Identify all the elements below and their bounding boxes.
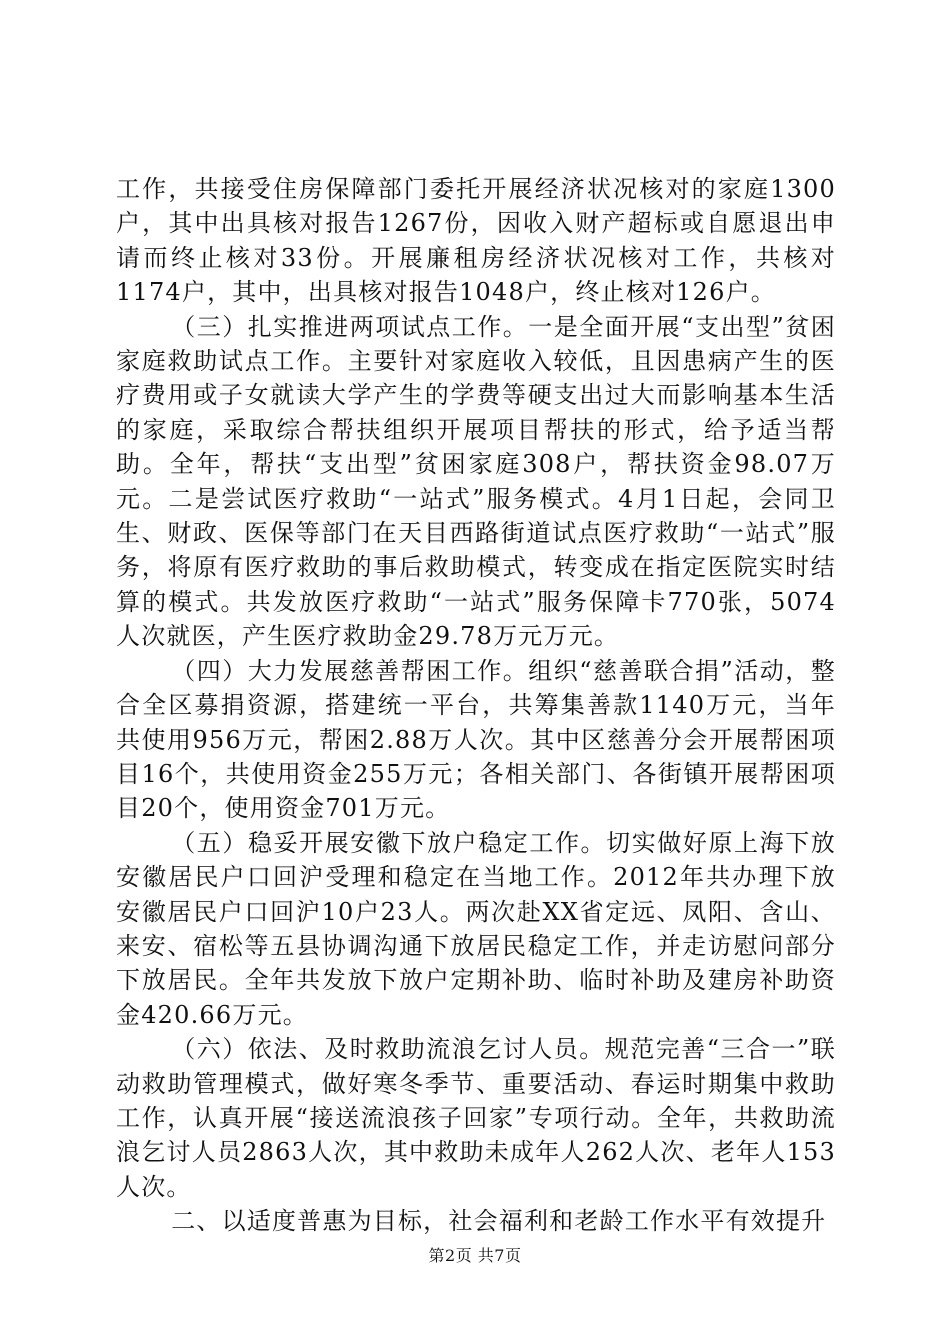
document-body [116, 172, 836, 1239]
paragraph-anhui-households: （五）稳妥开展安徽下放户稳定工作。切实做好原上海下放安徽居民户口回沪受理和稳定在当地工作。2012年共办理下放安徽居民户口回沪10户23人。两次赴XX省定远、凤阳、含山、来安、宿松等五县协调沟通下放居民稳定工作，并走访慰问部分下放居民。全年共发放下放户定期补助、临时补助及建房补助资金420.66万元。 [116, 828, 836, 1029]
section-heading-welfare: 二、以适度普惠为目标，社会福利和老龄工作水平有效提升 [171, 1207, 827, 1236]
paragraph-vagrant-relief: （六）依法、及时救助流浪乞讨人员。规范完善“三合一”联动救助管理模式，做好寒冬季节、重要活动、春运时期集中救助工作，认真开展“接送流浪孩子回家”专项行动。全年，共救助流浪乞讨人员2863人次，其中救助未成年人262人次、老年人153人次。 [116, 1035, 836, 1201]
page-footer [0, 1243, 950, 1266]
page-number-label: 第2页 共7页 [428, 1246, 522, 1265]
paragraph-pilot-projects: （三）扎实推进两项试点工作。一是全面开展“支出型”贫困家庭救助试点工作。主要针对家庭收入较低，且因患病产生的医疗费用或子女就读大学产生的学费等硬支出过大而影响基本生活的家庭，采取综合帮扶组织开展项目帮扶的形式，给予适当帮助。全年，帮扶“支出型”贫困家庭308户，帮扶资金98.07万元。二是尝试医疗救助“一站式”服务模式。4月1日起，会同卫生、财政、医保等部门在天目西路街道试点医疗救助“一站式”服务，将原有医疗救助的事后救助模式，转变成在指定医院实时结算的模式。共发放医疗救助“一站式”服务保障卡770张，5074人次就医，产生医疗救助金29.78万元万元。 [116, 312, 836, 651]
paragraph-charity-aid: （四）大力发展慈善帮困工作。组织“慈善联合捐”活动，整合全区募捐资源，搭建统一平台，共筹集善款1140万元，当年共使用956万元，帮困2.88万人次。其中区慈善分会开展帮困项目16个，共使用资金255万元；各相关部门、各街镇开展帮困项目20个，使用资金701万元。 [116, 656, 836, 823]
paragraph-housing-verification: 工作，共接受住房保障部门委托开展经济状况核对的家庭1300户，其中出具核对报告1267份，因收入财产超标或自愿退出申请而终止核对33份。开展廉租房经济状况核对工作，共核对1174户，其中，出具核对报告1048户，终止核对126户。 [116, 175, 836, 307]
